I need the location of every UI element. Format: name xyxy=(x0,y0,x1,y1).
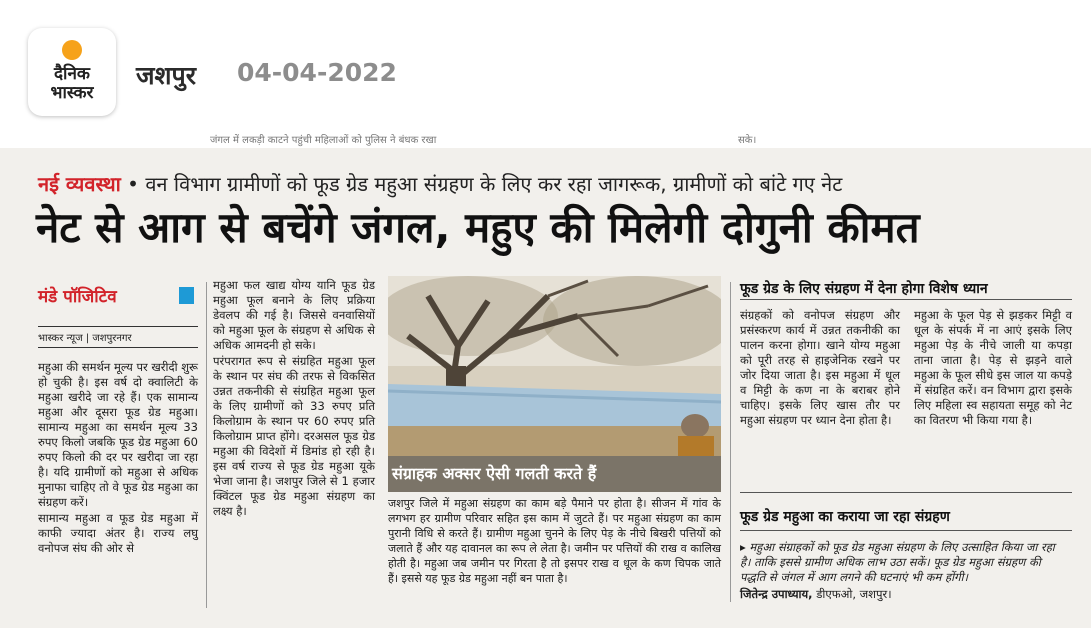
kicker-text: वन विभाग ग्रामीणों को फूड ग्रेड महुआ संग्रहण के लिए कर रहा जागरूक, ग्रामीणों को बांटे गए नेट xyxy=(145,172,843,196)
photo-caption: संग्राहक अक्सर ऐसी गलती करते हैं xyxy=(392,464,597,483)
col1-paragraph-1: महुआ की समर्थन मूल्य पर खरीदी शुरू हो चुकी है। इस वर्ष दो क्वालिटी के महुआ खरीदे जा रहे हैं। एक सामान्य महुआ और दूसरा फूड ग्रेड महुआ। सामान्य महुआ का समर्थन मूल्य 33 रुपए किलो जबकि फूड ग्रेड महुआ 60 रुपए किलो की दर पर खरीदा जा रहा है। यदि ग्रामीणों को महुआ से अधिक मुनाफा चाहिए तो वे फूड ग्रेड महुआ का संग्रहण करें। xyxy=(38,360,198,509)
headline: नेट से आग से बचेंगे जंगल, महुए की मिलेगी दोगुनी कीमत xyxy=(36,203,920,252)
column-divider xyxy=(730,282,731,602)
col2-paragraph-1: महुआ फल खाद्य योग्य यानि फूड ग्रेड महुआ फूल बनाने के लिए प्रक्रिया डेवलप की गई है। जिससे वनवासियों को महुआ फूल के संग्रहण से अधिक से अधिक आमदनी हो सके। xyxy=(213,278,375,352)
article-column-5: महुआ के फूल पेड़ से झड़कर मिट्टी व धूल के संपर्क में ना आएं इसके लिए महुआ पेड़ के नीचे जाली या कपड़ा ताना जाता है। पेड़ से झड़ने वाले महुआ के फूल सीधे इस जाल या कपड़े में संग्रहित करें। वन विभाग द्वारा इसके लिए महिला स्व सहायता समूह को नेट का वितरण भी किया गया है। xyxy=(914,308,1072,427)
photo-caption-bar xyxy=(388,456,721,492)
article-column-3: जशपुर जिले में महुआ संग्रहण का काम बड़े पैमाने पर होता है। सीजन में गांव के लगभग हर ग्रामीण परिवार सहित इस काम में जुटते हैं। पर महुआ संग्रहण का काम पुरानी विधि से करते हैं। ग्रामीण महुआ चुनने के लिए पेड़ के नीचे बिखरी पत्तियों को जलाते हैं और यह दावानल का रूप ले लेता है। जमीन पर पत्तियों की राख व कालिख होती है। महुआ जब जमीन पर गिरता है तो इसपर राख व धूल के कण चिपक जाते हैं। इससे यह फूड ग्रेड महुआ नहीं बन पाता है। xyxy=(388,497,721,585)
side-heading-2: फूड ग्रेड महुआ का कराया जा रहा संग्रहण xyxy=(740,509,950,525)
byline-source: भास्कर न्यूज xyxy=(38,333,83,344)
edition-date: 04-04-2022 xyxy=(237,58,397,87)
kicker xyxy=(38,170,842,197)
official-quote: ▸ महुआ संग्राहकों को फूड ग्रेड महुआ संग्रहण के लिए उत्साहित किया जा रहा है। ताकि इससे ग्रामीण अधिक लाभ उठा सकें। फूड ग्रेड महुआ संग्रहण की पद्धति से जंगल में आग लगने की घटनाएं भी कम होंगी। xyxy=(740,540,1055,584)
side-heading-1: फूड ग्रेड के लिए संग्रहण में देना होगा विशेष ध्यान xyxy=(740,281,988,297)
quote-signature xyxy=(740,587,892,602)
brand-label: मंडे पॉजिटिव xyxy=(38,287,117,307)
signature-title: डीएफओ, जशपुर। xyxy=(816,587,892,601)
clipping-top-strip xyxy=(0,128,1091,148)
article-column-2 xyxy=(213,278,375,520)
heading-underline xyxy=(740,299,1072,300)
heading-underline xyxy=(740,530,1072,531)
byline xyxy=(38,326,198,348)
byline-place: जशपुरनगर xyxy=(92,333,132,344)
dainik-bhaskar-logo[interactable] xyxy=(28,28,116,116)
mahua-tree-photo xyxy=(388,276,721,456)
brand-box-icon xyxy=(179,287,194,304)
kicker-label: नई व्यवस्था xyxy=(38,172,121,196)
article-column-1 xyxy=(38,360,198,557)
col2-paragraph-2: परंपरागत रूप से संग्रहित महुआ फूल के स्थान पर संघ की तरफ से विकसित उन्नत तकनीकी से संग्रहित महुआ फूल के लिए ग्रामीणों को 33 रुपए प्रति किलोग्राम के स्थान पर 60 रुपए प्रति किलोग्राम प्राप्त होंगे। दरअसल फूड ग्रेड महुआ की विदेशों में डिमांड हो रही है। इस वर्ष राज्य से फूड ग्रेड महुआ यूके भेजा जाना है। जशपुर जिले से 1 हजार क्विंटल फूड ग्रेड महुआ संग्रहण का लक्ष्य है। xyxy=(213,354,375,518)
top-strip-text-left: जंगल में लकड़ी काटने पहुंची महिलाओं को पुलिस ने बंधक रखा xyxy=(210,135,437,146)
top-strip-text-right: सके। xyxy=(738,135,757,146)
page-header xyxy=(0,0,1091,128)
logo-line-2: भास्कर xyxy=(50,83,94,103)
signature-name: जितेन्द्र उपाध्याय, xyxy=(740,587,813,601)
city-name: जशपुर xyxy=(136,61,196,90)
col1-paragraph-2: सामान्य महुआ व फूड ग्रेड महुआ में काफी ज्यादा अंतर है। राज्य लघु वनोपज संघ की ओर से xyxy=(38,511,198,555)
kicker-bullet: • xyxy=(127,172,139,196)
photo-illustration xyxy=(388,276,721,456)
column-divider xyxy=(206,282,207,608)
section-divider xyxy=(740,492,1072,493)
logo-line-1: दैनिक xyxy=(54,64,90,84)
logo-sun-icon xyxy=(62,40,82,60)
byline-separator: | xyxy=(85,333,90,344)
article-column-4: संग्रहकों को वनोपज संग्रहण और प्रसंस्करण कार्य में उन्नत तकनीकी का पालन करना होगा। खाने योग्य महुआ को पूरी तरह से हाइजेनिक रखने पर जोर दिया जाता है। इस महुआ में धूल व मिट्टी के कण ना के बराबर होने चाहिए। इसके लिए खास तौर पर महुआ संग्रहण पर ध्यान देना होता है। xyxy=(740,308,900,427)
